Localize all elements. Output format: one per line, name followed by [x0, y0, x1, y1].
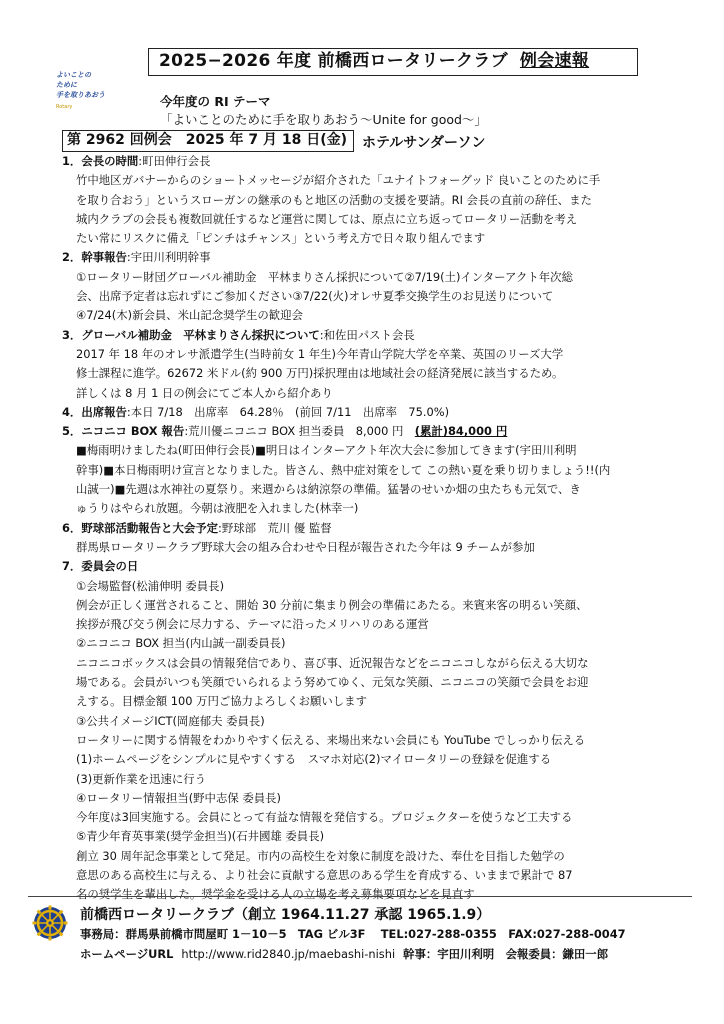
committee-title: ⑤青少年育英事業(奨学金担当)(石井國雄 委員長) — [76, 829, 325, 844]
meeting-number-date: 第 2962 回例会 2025 年 7 月 18 日(金) — [62, 130, 354, 152]
title-text: 2025−2026 年度 前橋西ロータリークラブ — [159, 51, 508, 71]
report-body — [62, 152, 676, 905]
section-5-line: 幹事)■本日梅雨明け宣言となりました。皆さん、熱中症対策をして この熱い夏を乗り切りましょう!!(内 — [76, 462, 611, 477]
committee-line: 今年度は3回実施する。会員にとって有益な情報を発信する。プロジェクターを使うなど工夫する — [76, 810, 573, 825]
section-3-line: 修士課程に進学。62672 米ドル(約 900 万円)採択理由は地域社会の経済発展に該当するため。 — [76, 366, 564, 381]
committee-title: ①会場監督(松浦伸明 委員長) — [76, 578, 225, 593]
section-2-line: ④7/24(木)新会員、米山記念奨学生の歓迎会 — [76, 308, 303, 323]
section-2-line: ①ロータリー財団グローバル補助金 平林まりさん採択について②7/19(土)インターアクト年次総 — [76, 269, 573, 284]
committee-line: ロータリーに関する情報をわかりやすく伝える、来場出来ない会員にも YouTube でしっかり伝える — [76, 732, 586, 747]
section-2-heading: 2．幹事報告:宇田川利明幹事 — [62, 250, 211, 265]
committee-line: 挨拶が飛び交う例会に尽力する、テーマに沿ったメリハリのある運営 — [76, 617, 429, 632]
section-1-line: 竹中地区ガバナーからのショートメッセージが紹介された「ユナイトフォーグッド 良いことのために手 — [76, 173, 601, 188]
committee-line: ニコニコボックスは会員の情報発信であり、喜び事、近況報告などをニコニコしながら伝える大切な — [76, 655, 589, 670]
rotary-wheel-icon — [32, 905, 68, 941]
section-5-line: ■梅雨明けましたね(町田伸行会長)■明日はインターアクト年次大会に参加してきます(宇田川利明 — [76, 443, 577, 458]
section-7-heading: 7．委員会の日 — [62, 559, 139, 574]
web-label: ホームページURL — [80, 947, 174, 961]
committee-line: 場である。会員がいつも笑顔でいられるよう努めてゆく、元気な笑顔、ニコニコの笑顔で会員をお迎 — [76, 675, 589, 690]
section-1-heading: 1．会長の時間:町田伸行会長 — [62, 154, 211, 168]
slogan-line-3: 手を取りあおう — [56, 91, 105, 99]
section-3-heading: 3．グローバル補助金 平林まりさん採択について:和佐田パスト会長 — [62, 327, 415, 342]
committee-line: 創立 30 周年記念事業として発足。市内の高校生を対象に制度を設けた、奉仕を目指した勉学の — [76, 848, 565, 863]
section-5-line: ゅうりはやられ放題。今朝は液肥を入れました(林幸一) — [76, 501, 359, 516]
committee-line: 例会が正しく運営されること、開始 30 分前に集まり例会の準備にあたる。来賓来客の明るい笑顔、 — [76, 597, 588, 612]
section-1-line: を取り合おう」というスローガンの継承のもと地区の活動の支援を要請。RI 会長の直前の辞任、また — [76, 192, 592, 207]
committee-title: ②ニコニコ BOX 担当(内山誠一副委員長) — [76, 636, 286, 651]
newsletter-title — [148, 48, 638, 76]
committee-title: ④ロータリー情報担当(野中志保 委員長) — [76, 790, 281, 805]
section-4-heading: 4．出席報告:本日 7/18 出席率 64.28％ (前回 7/11 出席率 75.0%) — [62, 404, 450, 419]
nikoniko-text: :荒川優ニコニコ BOX 担当委員 8,000 円 — [184, 424, 415, 439]
section-1-line: 城内クラブの会長も複数回就任するなど運営に関しては、原点に立ち返ってロータリー活動を考え — [76, 211, 578, 226]
section-1-line: たい常にリスクに備え「ピンチはチャンス」という考え方で日々取り組んでます — [76, 231, 486, 246]
homepage-link[interactable]: http://www.rid2840.jp/maebashi-nishi — [181, 947, 396, 961]
footer-divider — [28, 896, 692, 897]
ri-theme-text: 「よいことのために手を取りあおう～Unite for good～」 — [160, 112, 487, 127]
footer-officers: 幹事：宇田川利明 会報委員：鎌田一郎 — [403, 947, 609, 961]
committee-line: 名の奨学生を輩出した。奨学金を受ける人の立場を考え募集要項などを見直す — [76, 887, 475, 902]
slogan-line-1: よいことの — [56, 71, 91, 79]
ri-theme-label: 今年度の RI テーマ — [160, 94, 271, 109]
section-5-heading: 5．ニコニコ BOX 報告:荒川優ニコニコ BOX 担当委員 8,000 円 (累計)84,000 円 — [62, 424, 508, 439]
section-6-heading: 6．野球部活動報告と大会予定:野球部 荒川 優 監督 — [62, 520, 332, 535]
section-6-line: 群馬県ロータリークラブ野球大会の組み合わせや日程が報告された今年は 9 チームが参加 — [76, 539, 535, 554]
footer-web-row — [80, 946, 608, 962]
section-3-line: 詳しくは 8 月 1 日の例会にてご本人から紹介あり — [76, 385, 333, 400]
committee-line: 意思のある高校生に与える、より社会に貢献する意思のある学生を育成する、いままで累計で 87 — [76, 867, 573, 882]
section-5-line: 山誠一)■先週は水神社の夏祭り。来週からは納涼祭の準備。猛暑のせいか畑の虫たちも元気で、き — [76, 482, 581, 497]
attendance-text: :本日 7/18 出席率 64.28％ (前回 7/11 出席率 75.0%) — [126, 404, 450, 419]
nikoniko-total: (累計)84,000 円 — [414, 424, 508, 439]
committee-line: えする。目標金額 100 万円ご協力よろしくお願いします — [76, 694, 367, 709]
slogan-line-2: ために — [56, 81, 77, 89]
committee-title: ③公共イメージICT(岡庭郁夫 委員長) — [76, 713, 265, 728]
committee-line: (3)更新作業を迅速に行う — [76, 771, 207, 786]
meeting-venue: ホテルサンダーソン — [362, 135, 486, 151]
footer-club-name: 前橋西ロータリークラブ（創立 1964.11.27 承認 1965.1.9） — [80, 907, 491, 923]
section-2-line: 会、出席予定者は忘れずにご参加ください③7/22(火)オレサ夏季交換学生のお見送りについて — [76, 289, 554, 304]
rotary-brand: Rotary — [56, 104, 73, 110]
report-label: 例会速報 — [519, 51, 590, 71]
section-3-line: 2017 年 18 年のオレサ派遣学生(当時前女 1 年生)今年青山学院大学を卒業、英国のリーズ大学 — [76, 346, 564, 361]
slogan-logo — [56, 70, 136, 116]
footer-office-address: 事務局：群馬県前橋市問屋町 1－10－5 TAG ビル3F TEL:027-288-0355 FAX:027-288-0047 — [80, 927, 626, 941]
committee-line: (1)ホームページをシンプルに見やすくする スマホ対応(2)マイロータリーの登録を促進する — [76, 752, 552, 767]
